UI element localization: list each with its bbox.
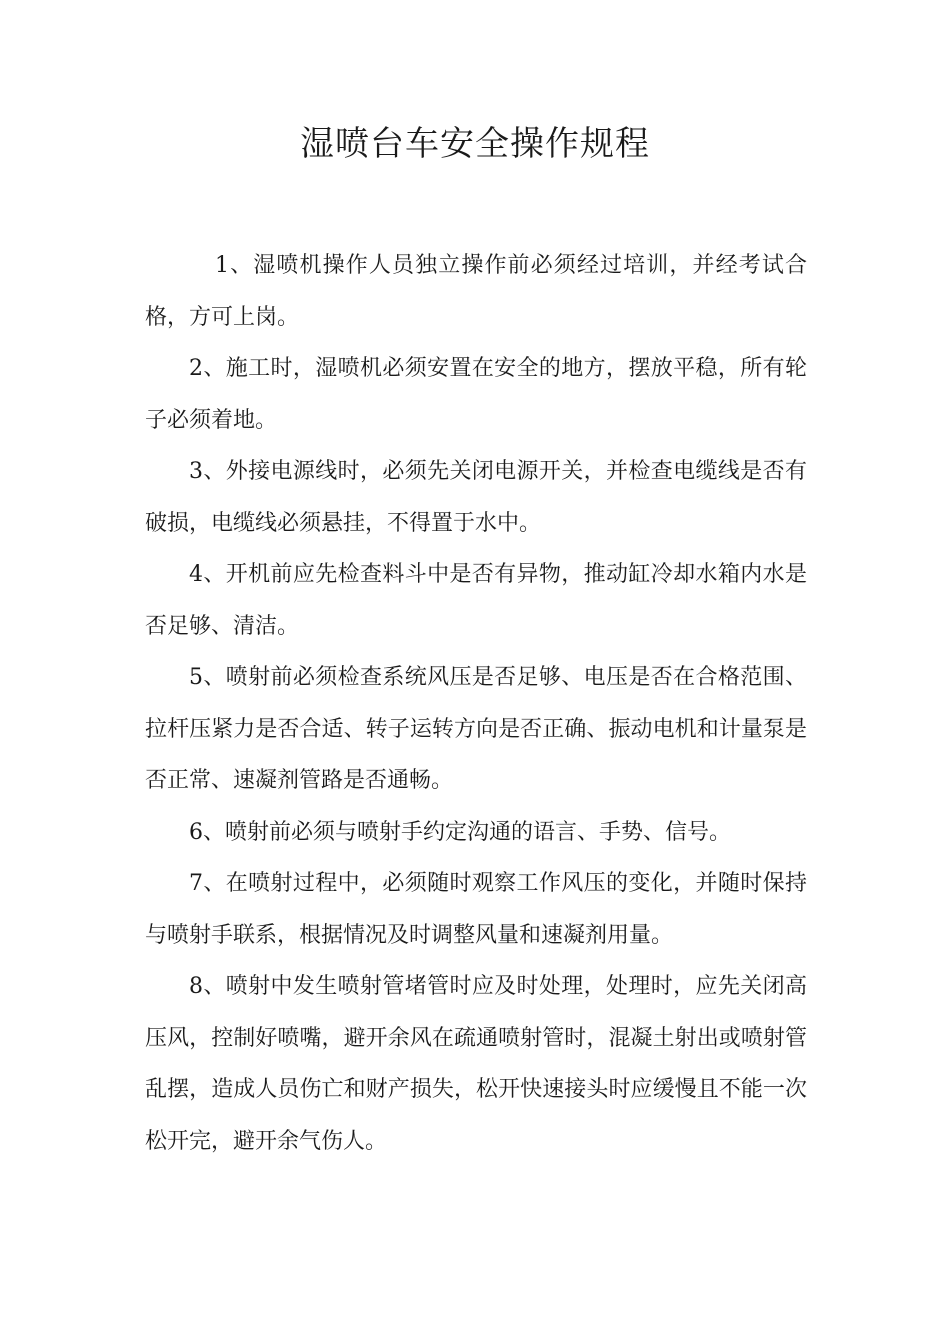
paragraph-3: 3、外接电源线时，必须先关闭电源开关，并检查电缆线是否有破损，电缆线必须悬挂，不得置于水中。 (145, 459, 807, 536)
paragraph-6: 6、喷射前必须与喷射手约定沟通的语言、手势、信号。 (189, 819, 731, 845)
paragraph-1: 1、湿喷机操作人员独立操作前必须经过培训，并经考试合格，方可上岗。 (145, 253, 807, 330)
document-body (145, 240, 807, 1167)
paragraph-5: 5、喷射前必须检查系统风压是否足够、电压是否在合格范围、拉杆压紧力是否合适、转子运转方向是否正确、振动电机和计量泵是否正常、速凝剂管路是否通畅。 (145, 665, 807, 793)
paragraph-4: 4、开机前应先检查料斗中是否有异物，推动缸冷却水箱内水是否足够、清洁。 (145, 562, 807, 639)
paragraph-7: 7、在喷射过程中，必须随时观察工作风压的变化，并随时保持与喷射手联系，根据情况及时调整风量和速凝剂用量。 (145, 871, 807, 948)
paragraph-8: 8、喷射中发生喷射管堵管时应及时处理，处理时，应先关闭高压风，控制好喷嘴，避开余风在疏通喷射管时，混凝土射出或喷射管乱摆，造成人员伤亡和财产损失，松开快速接头时应缓慢且不能一次松开完，避开余气伤人。 (145, 974, 807, 1154)
document-title: 湿喷台车安全操作规程 (300, 124, 650, 164)
paragraph-2: 2、施工时，湿喷机必须安置在安全的地方，摆放平稳，所有轮子必须着地。 (145, 356, 807, 433)
